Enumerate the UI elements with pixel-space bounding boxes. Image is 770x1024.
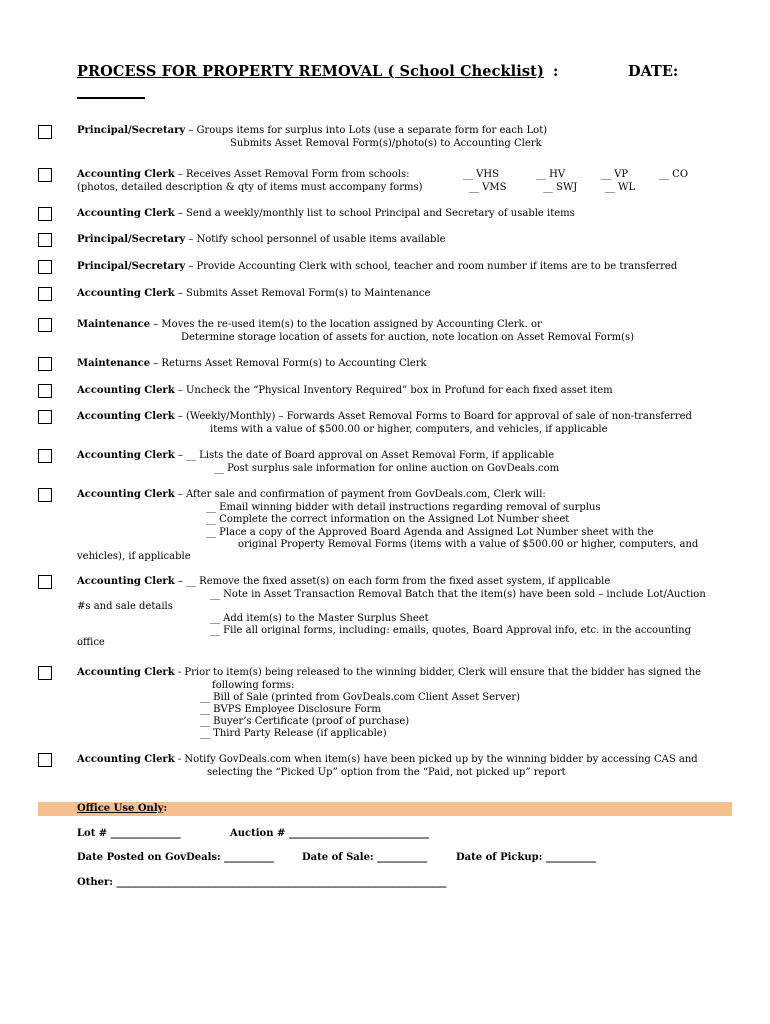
checkbox-item-6[interactable] [38, 287, 52, 301]
item-1-line2: Submits Asset Removal Form(s)/photo(s) to Accounting Clerk [230, 138, 542, 149]
title-colon: : [553, 63, 559, 80]
date-label: DATE: [628, 63, 679, 80]
school-co: __ CO [659, 169, 689, 180]
checkbox-item-11[interactable] [38, 449, 52, 463]
page-title: PROCESS FOR PROPERTY REMOVAL ( School Checklist) [77, 63, 544, 80]
item-13-sub-1: __ Note in Asset Transaction Removal Batch that the item(s) have been sold – include Lot/Auction [210, 589, 706, 600]
checkbox-item-9[interactable] [38, 384, 52, 398]
item-14-line2: following forms: [212, 680, 295, 691]
item-12-sub-2: __ Complete the correct information on the Assigned Lot Number sheet [206, 514, 570, 525]
school-hv: __ HV [536, 169, 566, 180]
item-14-sub-4: __ Third Party Release (if applicable) [200, 728, 387, 739]
item-12-sub-3: __ Place a copy of the Approved Board Agenda and Assigned Lot Number sheet with the [206, 527, 654, 538]
item-7-line2: Determine storage location of assets for auction, note location on Asset Removal Form(s) [181, 332, 635, 343]
checkbox-item-8[interactable] [38, 357, 52, 371]
other-field[interactable]: Other: __________________________________________________________________ [77, 877, 447, 888]
item-12-sub-1: __ Email winning bidder with detail instructions regarding removal of surplus [206, 502, 601, 513]
date-of-sale-field[interactable]: Date of Sale: __________ [302, 852, 428, 863]
item-13-sub-3-cont: office [77, 637, 105, 648]
item-14-sub-2: __ BVPS Employee Disclosure Form [200, 704, 381, 715]
checklist-item-14: Accounting Clerk - Prior to item(s) being released to the winning bidder, Clerk will ensure that the bidder has signed the [77, 667, 702, 678]
item-13-sub-2: __ Add item(s) to the Master Surplus Sheet [210, 613, 429, 624]
checkbox-item-2[interactable] [38, 168, 52, 182]
checklist-item-1: Principal/Secretary – Groups items for surplus into Lots (use a separate form for each Lot) [77, 125, 548, 136]
checklist-item-10: Accounting Clerk – (Weekly/Monthly) – Forwards Asset Removal Forms to Board for approval of sale of non-transferred [77, 411, 692, 422]
checklist-item-13: Accounting Clerk – __ Remove the fixed asset(s) on each form from the fixed asset system, if applicable [77, 576, 611, 587]
date-posted-field[interactable]: Date Posted on GovDeals: __________ [77, 852, 275, 863]
checkbox-item-14[interactable] [38, 666, 52, 680]
checkbox-item-4[interactable] [38, 233, 52, 247]
checklist-item-12: Accounting Clerk – After sale and confirmation of payment from GovDeals.com, Clerk will: [77, 489, 546, 500]
checkbox-item-7[interactable] [38, 318, 52, 332]
checkbox-item-1[interactable] [38, 125, 52, 139]
date-underline [77, 97, 145, 99]
office-use-label: Office Use Only: [77, 803, 168, 814]
checkbox-item-13[interactable] [38, 575, 52, 589]
checklist-item-15: Accounting Clerk - Notify GovDeals.com when item(s) have been picked up by the winning bidder by accessing CAS and [77, 754, 698, 765]
checklist-item-5: Principal/Secretary – Provide Accounting Clerk with school, teacher and room number if items are to be transferred [77, 261, 678, 272]
school-wl: __ WL [605, 182, 636, 193]
item-12-cont: original Property Removal Forms (items with a value of $500.00 or higher, computers, and [238, 539, 699, 550]
checklist-item-4: Principal/Secretary – Notify school personnel of usable items available [77, 234, 446, 245]
checklist-item-2: Accounting Clerk – Receives Asset Removal Form from schools: [77, 169, 410, 180]
checklist-item-7: Maintenance – Moves the re-used item(s) to the location assigned by Accounting Clerk. or [77, 319, 542, 330]
item-14-sub-1: __ Bill of Sale (printed from GovDeals.com Client Asset Server) [200, 692, 521, 703]
checkbox-item-12[interactable] [38, 488, 52, 502]
lot-field[interactable]: Lot # ______________ [77, 828, 181, 839]
checklist-item-6: Accounting Clerk – Submits Asset Removal Form(s) to Maintenance [77, 288, 431, 299]
item-13-sub-3: __ File all original forms, including: emails, quotes, Board Approval info, etc. in the accounting [210, 625, 692, 636]
checkbox-item-10[interactable] [38, 410, 52, 424]
item-2-line2: (photos, detailed description & qty of items must accompany forms) [77, 182, 423, 193]
checkbox-item-3[interactable] [38, 207, 52, 221]
school-vhs: __ VHS [463, 169, 499, 180]
checklist-item-11: Accounting Clerk – __ Lists the date of Board approval on Asset Removal Form, if applicable [77, 450, 555, 461]
auction-field[interactable]: Auction # ____________________________ [230, 828, 429, 839]
item-10-line2: items with a value of $500.00 or higher, computers, and vehicles, if applicable [210, 424, 608, 435]
checklist-item-9: Accounting Clerk – Uncheck the “Physical Inventory Required” box in Profund for each fixed asset item [77, 385, 613, 396]
item-11-line2: __ Post surplus sale information for online auction on GovDeals.com [214, 463, 560, 474]
date-of-pickup-field[interactable]: Date of Pickup: __________ [456, 852, 596, 863]
school-vms: __ VMS [469, 182, 507, 193]
item-15-line2: selecting the “Picked Up” option from the “Paid, not picked up” report [207, 767, 566, 778]
item-12-cont2: vehicles), if applicable [77, 551, 191, 562]
item-14-sub-3: __ Buyer’s Certificate (proof of purchase) [200, 716, 410, 727]
checklist-item-3: Accounting Clerk – Send a weekly/monthly list to school Principal and Secretary of usable items [77, 208, 575, 219]
item-13-sub-1-cont: #s and sale details [77, 601, 173, 612]
school-vp: __ VP [601, 169, 629, 180]
school-swj: __ SWJ [543, 182, 578, 193]
checklist-item-8: Maintenance – Returns Asset Removal Form(s) to Accounting Clerk [77, 358, 427, 369]
checkbox-item-15[interactable] [38, 753, 52, 767]
checkbox-item-5[interactable] [38, 260, 52, 274]
